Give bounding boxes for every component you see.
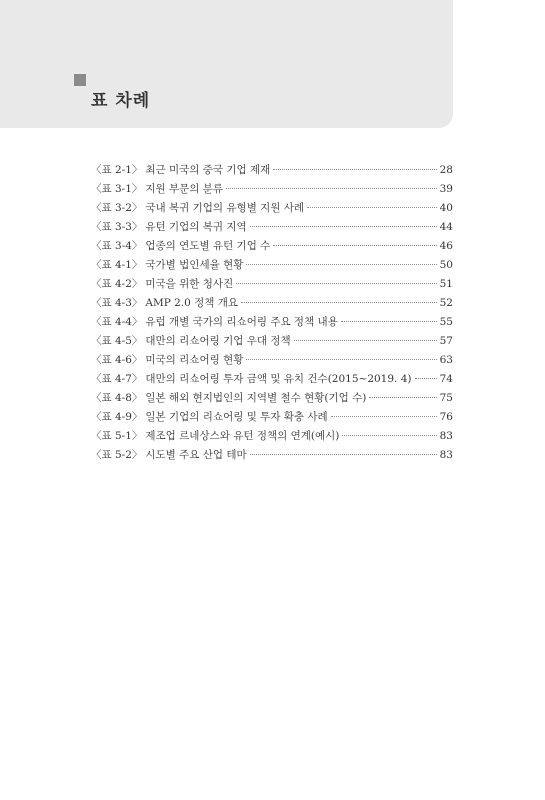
toc-entry-title: 업종의 연도별 유턴 기업 수 — [145, 240, 271, 252]
toc-leader-dots — [273, 245, 437, 246]
toc-entry-title: 국내 복귀 기업의 유형별 지원 사례 — [145, 202, 305, 214]
toc-entry[interactable] — [91, 370, 453, 389]
toc-entry[interactable] — [91, 275, 453, 294]
toc-entry[interactable] — [91, 351, 453, 370]
toc-leader-dots — [331, 416, 437, 417]
toc-entry-page: 75 — [439, 392, 453, 404]
toc-entry[interactable] — [91, 294, 453, 313]
toc-entry[interactable] — [91, 332, 453, 351]
toc-entry[interactable] — [91, 408, 453, 427]
toc-entry-label: 〈표 3-4〉 — [91, 240, 143, 252]
toc-entry[interactable] — [91, 427, 453, 446]
toc-entry-page: 40 — [439, 202, 453, 214]
toc-entry-page: 28 — [439, 164, 453, 176]
toc-entry-label: 〈표 3-3〉 — [91, 221, 143, 233]
toc-leader-dots — [415, 378, 438, 379]
toc-entry-title: 국가별 법인세율 현황 — [145, 259, 244, 271]
toc-entry-label: 〈표 5-2〉 — [91, 449, 143, 461]
toc-entry-page: 74 — [439, 373, 453, 385]
toc-entry-label: 〈표 4-3〉 — [91, 297, 143, 309]
toc-leader-dots — [273, 169, 437, 170]
toc-entry-page: 39 — [439, 183, 453, 195]
toc-entry-title: 일본 기업의 리쇼어링 및 투자 확충 사례 — [145, 411, 328, 423]
toc-entry-page: 83 — [439, 430, 453, 442]
toc-leader-dots — [307, 207, 437, 208]
toc-leader-dots — [241, 302, 437, 303]
toc-entry[interactable] — [91, 256, 453, 275]
header-band — [0, 0, 453, 128]
toc-entry[interactable] — [91, 313, 453, 332]
toc-entry-title: 유럽 개별 국가의 리쇼어링 주요 정책 내용 — [145, 316, 338, 328]
table-of-contents — [91, 161, 453, 465]
toc-entry-title: 일본 해외 현지법인의 지역별 철수 현황(기업 수) — [145, 392, 367, 404]
toc-entry-page: 76 — [439, 411, 453, 423]
toc-entry[interactable] — [91, 218, 453, 237]
toc-entry-page: 63 — [439, 354, 453, 366]
toc-leader-dots — [369, 397, 437, 398]
toc-entry-label: 〈표 3-1〉 — [91, 183, 143, 195]
toc-entry-page: 50 — [439, 259, 453, 271]
toc-leader-dots — [250, 226, 437, 227]
toc-entry-title: 지원 부문의 분류 — [145, 183, 224, 195]
toc-entry-label: 〈표 5-1〉 — [91, 430, 143, 442]
toc-entry-label: 〈표 4-6〉 — [91, 354, 143, 366]
toc-leader-dots — [342, 435, 437, 436]
toc-entry-title: 유턴 기업의 복귀 지역 — [145, 221, 247, 233]
toc-leader-dots — [250, 454, 437, 455]
toc-leader-dots — [246, 359, 437, 360]
toc-entry-page: 51 — [439, 278, 453, 290]
toc-entry-page: 44 — [439, 221, 453, 233]
toc-entry-title: AMP 2.0 정책 개요 — [145, 297, 239, 309]
toc-entry-label: 〈표 4-7〉 — [91, 373, 143, 385]
toc-entry-page: 55 — [439, 316, 453, 328]
toc-entry-page: 46 — [439, 240, 453, 252]
toc-leader-dots — [246, 264, 437, 265]
toc-entry[interactable] — [91, 161, 453, 180]
toc-leader-dots — [341, 321, 437, 322]
toc-entry-title: 대만의 리쇼어링 기업 우대 정책 — [145, 335, 291, 347]
toc-leader-dots — [226, 188, 437, 189]
toc-entry-label: 〈표 4-2〉 — [91, 278, 143, 290]
toc-entry-label: 〈표 4-1〉 — [91, 259, 143, 271]
toc-entry[interactable] — [91, 199, 453, 218]
toc-entry-title: 대만의 리쇼어링 투자 금액 및 유치 건수(2015~2019. 4) — [145, 373, 412, 385]
toc-entry-title: 최근 미국의 중국 기업 제재 — [145, 164, 271, 176]
toc-entry-page: 52 — [439, 297, 453, 309]
toc-entry-title: 미국의 리쇼어링 현황 — [145, 354, 244, 366]
toc-entry-page: 57 — [439, 335, 453, 347]
toc-entry-label: 〈표 4-5〉 — [91, 335, 143, 347]
toc-entry-label: 〈표 3-2〉 — [91, 202, 143, 214]
toc-entry[interactable] — [91, 237, 453, 256]
toc-entry[interactable] — [91, 446, 453, 465]
toc-entry-title: 미국을 위한 청사진 — [145, 278, 234, 290]
toc-leader-dots — [236, 283, 437, 284]
toc-entry-label: 〈표 4-9〉 — [91, 411, 143, 423]
toc-entry[interactable] — [91, 389, 453, 408]
toc-entry[interactable] — [91, 180, 453, 199]
toc-leader-dots — [294, 340, 437, 341]
toc-entry-label: 〈표 2-1〉 — [91, 164, 143, 176]
toc-entry-title: 제조업 르네상스와 유턴 정책의 연계(예시) — [145, 430, 340, 442]
toc-entry-label: 〈표 4-8〉 — [91, 392, 143, 404]
toc-entry-page: 83 — [439, 449, 453, 461]
title-marker — [74, 74, 86, 86]
toc-entry-title: 시도별 주요 산업 테마 — [145, 449, 247, 461]
toc-entry-label: 〈표 4-4〉 — [91, 316, 143, 328]
page-title: 표 차례 — [91, 91, 151, 111]
